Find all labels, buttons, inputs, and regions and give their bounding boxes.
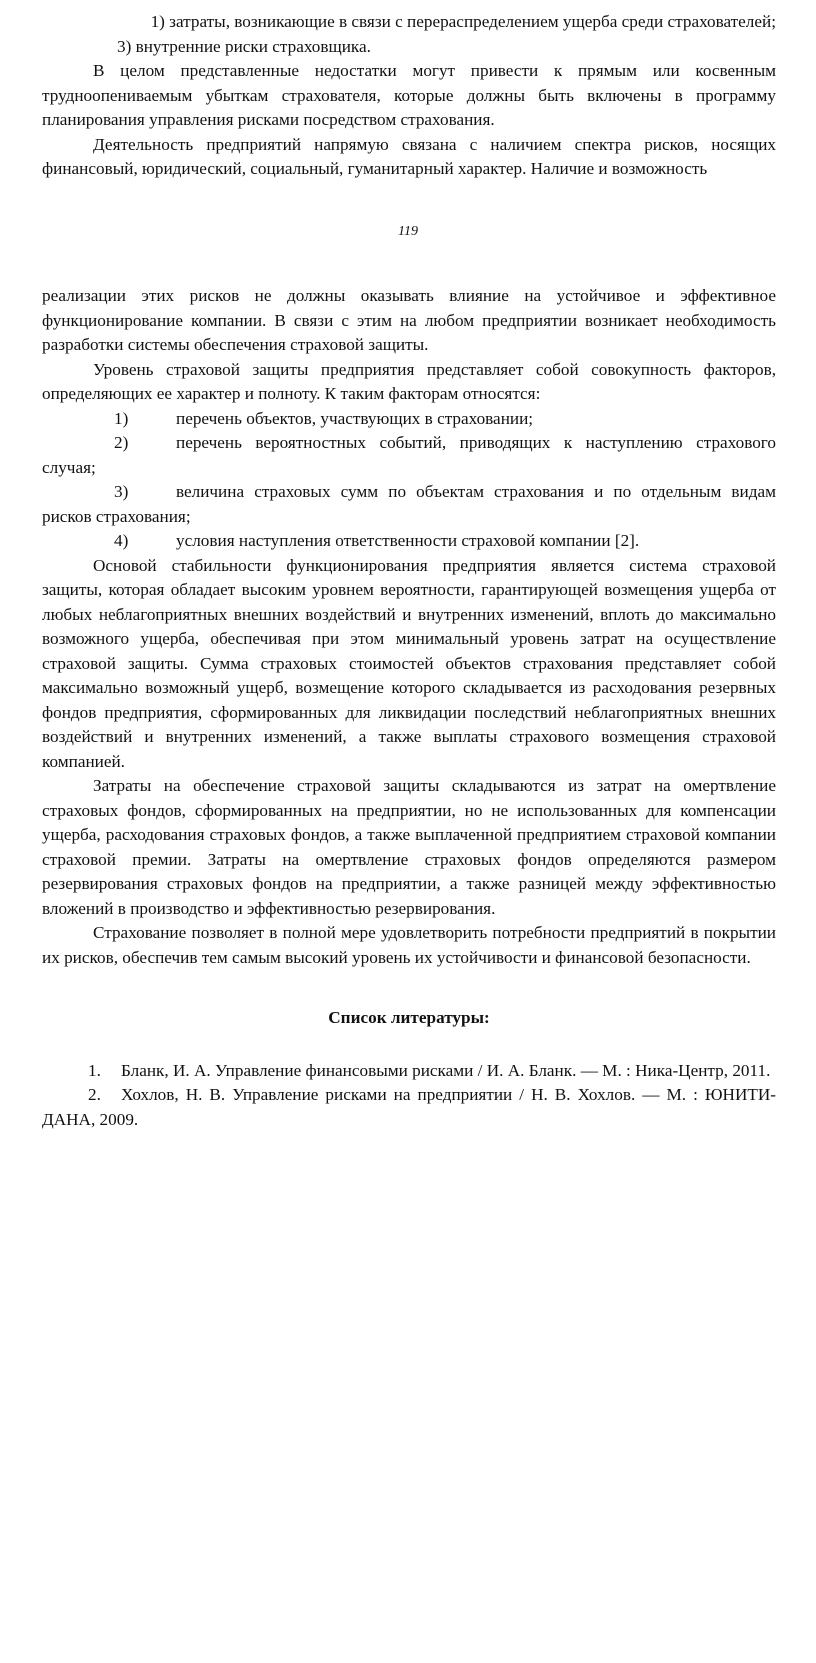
paragraph-stability-basis: Основой стабильности функционирования предприятия является система страховой защиты, которая обладает высоким уровнем вероятности, гарантирующей возмещения ущерба от любых неблагоприятных внешних воздействий и внутренних изменений, вплоть до максимально возможного ущерба, обеспечивая при этом минимальный уровень затрат на осуществление страховой защиты. Сумма страховых стоимостей объектов страхования представляет собой максимально возможный ущерб, возмещение которого складывается из расходования резервных фондов предприятия, сформированных для ликвидации последствий неблагоприятных внешних воздействий и внутренних изменений, а также выплаты страхового возмещения страховой компанией. xyxy=(42,555,776,771)
reference-item xyxy=(42,1083,776,1132)
factor-text: перечень объектов, участвующих в страховании; xyxy=(176,408,534,428)
reference-text: Хохлов, Н. В. Управление рисками на предприятии / Н. В. Хохлов. — М. : ЮНИТИ-ДАНА, 2009. xyxy=(42,1085,776,1129)
reference-number: 2. xyxy=(88,1085,101,1104)
factor-text: величина страховых сумм по объектам страхования и по отдельным видам рисков страхования; xyxy=(42,482,776,526)
paragraph-activity: Деятельность предприятий напрямую связана с наличием спектра рисков, носящих финансовый, юридический, социальный, гуманитарный характер. Наличие и возможность xyxy=(42,134,776,178)
factor-item xyxy=(42,407,776,432)
factor-number: 4) xyxy=(114,531,129,550)
paragraph-continuation: реализации этих рисков не должны оказывать влияние на устойчивое и эффективное функционирование компании. В связи с этим на любом предприятии возникает необходимость разработки системы обеспечения страховой защиты. xyxy=(42,286,776,354)
factor-number: 2) xyxy=(114,433,129,452)
factor-text: перечень вероятностных событий, приводящих к наступлению страхового случая; xyxy=(42,433,776,477)
factor-list xyxy=(42,407,776,554)
cost-item-1: 1) затраты, возникающие в связи с перераспределением ущерба среди страхователей; xyxy=(150,12,776,31)
reference-list xyxy=(42,1059,776,1133)
references-heading: Список литературы: xyxy=(328,1008,490,1027)
page-number: 119 xyxy=(398,224,418,239)
factor-item xyxy=(42,431,776,480)
main-section xyxy=(42,284,776,1132)
factor-number: 1) xyxy=(114,408,129,428)
factor-item xyxy=(42,480,776,529)
factor-number: 3) xyxy=(114,482,129,501)
paragraph-insurance-benefit: Страхование позволяет в полной мере удовлетворить потребности предприятий в покрытии их рисков, обеспечив тем самым высокий уровень их устойчивости и финансовой безопасности. xyxy=(42,923,776,967)
top-section xyxy=(42,10,776,182)
reference-number: 1. xyxy=(88,1060,101,1080)
paragraph-protection-costs: Затраты на обеспечение страховой защиты складываются из затрат на омертвление страховых фондов, сформированных на предприятии, но не использованных для компенсации ущерба, расходования страховых фондов, а также выплаченной предприятием страховой компании страховой премии. Затраты на омертвление страховых фондов определяются размером резервирования страховых фондов на предприятии, а также разницей между эффективностью вложений в производство и эффективностью резервирования. xyxy=(42,776,776,918)
factor-item xyxy=(42,529,776,554)
reference-item xyxy=(42,1059,776,1084)
risk-item-3: 3) внутренние риски страховщика. xyxy=(117,36,371,56)
paragraph-protection-level: Уровень страховой защиты предприятия представляет собой совокупность факторов, определяющих ее характер и полноту. К таким факторам относятся: xyxy=(42,359,776,403)
factor-text: условия наступления ответственности страховой компании [2]. xyxy=(176,531,640,550)
paragraph-shortcomings: В целом представленные недостатки могут привести к прямым или косвенным трудноопениваемым убыткам страхователя, которые должны быть включены в программу планирования управления рисками посредством страхования. xyxy=(42,61,776,129)
reference-text: Бланк, И. А. Управление финансовыми рисками / И. А. Бланк. — М. : Ника-Центр, 2011. xyxy=(121,1060,771,1080)
